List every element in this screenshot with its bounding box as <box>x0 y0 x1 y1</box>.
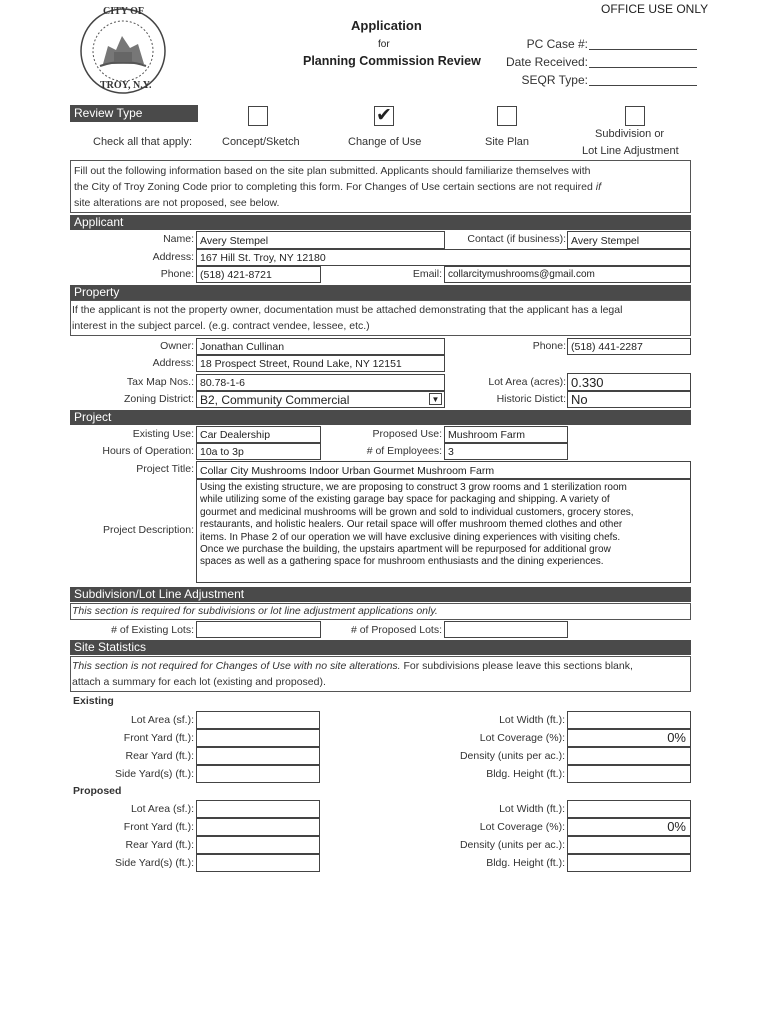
existing-bldg-height-field[interactable] <box>567 765 691 783</box>
existing-lot-width-field[interactable] <box>567 711 691 729</box>
property-address-field[interactable]: 18 Prospect Street, Round Lake, NY 12151 <box>196 355 445 372</box>
seqr-type-field[interactable] <box>589 72 697 86</box>
zoning-district-select[interactable] <box>196 391 445 408</box>
zoning-district-label: Zoning District: <box>123 393 194 405</box>
proposed-front-yard-label: Front Yard (ft.): <box>123 821 194 833</box>
lot-area-acres-label: Lot Area (acres): <box>488 376 566 388</box>
existing-front-yard-field[interactable] <box>196 729 320 747</box>
existing-front-yard-label: Front Yard (ft.): <box>123 732 194 744</box>
historic-district-field[interactable]: No <box>567 391 691 408</box>
proposed-bldg-height-field[interactable] <box>567 854 691 872</box>
applicant-heading: Applicant <box>70 215 691 230</box>
property-note-line2: interest in the subject parcel. (e.g. contract vendee, lessee, etc.) <box>72 320 370 332</box>
desc-line: restaurants, and holistic healers. Our retail space will offer mushroom themed clothes and other <box>200 519 623 531</box>
applicant-name-label: Name: <box>163 233 194 245</box>
checkbox-change-of-use[interactable] <box>374 106 394 126</box>
proposed-lot-area-field[interactable] <box>196 800 320 818</box>
proposed-lot-coverage-value: 0% <box>667 819 686 834</box>
property-heading: Property <box>70 285 691 300</box>
proposed-lot-width-label: Lot Width (ft.): <box>499 803 565 815</box>
historic-district-label: Historic Distict: <box>496 393 566 405</box>
existing-side-yard-label: Side Yard(s) (ft.): <box>115 768 194 780</box>
applicant-address-label: Address: <box>152 251 194 263</box>
existing-lot-coverage-value: 0% <box>667 730 686 745</box>
option-concept-sketch: Concept/Sketch <box>222 136 300 148</box>
review-type-heading-text: Review Type <box>74 106 143 120</box>
project-description-label: Project Description: <box>102 524 194 536</box>
applicant-email-label: Email: <box>412 268 442 280</box>
hours-label: Hours of Operation: <box>102 445 194 457</box>
applicant-contact-label: Contact (if business): <box>467 233 566 245</box>
chevron-down-icon[interactable]: ▼ <box>429 393 442 405</box>
date-received-field[interactable] <box>589 54 697 68</box>
option-site-plan: Site Plan <box>485 136 530 148</box>
proposed-front-yard-field[interactable] <box>196 818 320 836</box>
employees-label: # of Employees: <box>366 445 442 457</box>
subdivision-note: This section is required for subdivisions or lot line adjustment applications only. <box>72 605 438 617</box>
site-stats-note-italic: This section is not required for Changes of Use with no site alterations. <box>72 660 401 672</box>
intro-line2 <box>74 179 686 195</box>
option-subdivision-line1: Subdivision or <box>595 128 665 140</box>
tax-map-label: Tax Map Nos.: <box>126 376 194 388</box>
proposed-density-field[interactable] <box>567 836 691 854</box>
check-mark-icon: ✔ <box>376 105 392 126</box>
existing-rear-yard-label: Rear Yard (ft.): <box>125 750 194 762</box>
owner-field[interactable]: Jonathan Cullinan <box>196 338 445 355</box>
existing-lot-width-label: Lot Width (ft.): <box>499 714 565 726</box>
existing-lot-area-field[interactable] <box>196 711 320 729</box>
existing-density-field[interactable] <box>567 747 691 765</box>
page-title: Application <box>351 18 422 33</box>
existing-bldg-height-label: Bldg. Height (ft.): <box>486 768 565 780</box>
owner-phone-field[interactable]: (518) 441-2287 <box>567 338 691 355</box>
applicant-address-field[interactable]: 167 Hill St. Troy, NY 12180 <box>196 249 691 266</box>
proposed-side-yard-label: Side Yard(s) (ft.): <box>115 857 194 869</box>
intro-line3: site alterations are not proposed, see below. <box>74 197 280 209</box>
proposed-lot-coverage-field[interactable] <box>567 818 691 836</box>
seqr-type-label: SEQR Type: <box>521 73 588 87</box>
seal-text-bottom: TROY, N.Y. <box>100 80 152 91</box>
employees-field[interactable]: 3 <box>444 443 568 460</box>
proposed-density-label: Density (units per ac.): <box>459 839 565 851</box>
checkbox-subdivision[interactable] <box>625 106 645 126</box>
project-title-field[interactable]: Collar City Mushrooms Indoor Urban Gourmet Mushroom Farm <box>196 461 691 479</box>
project-title-label: Project Title: <box>136 463 194 475</box>
option-change-of-use: Change of Use <box>348 136 422 148</box>
site-stats-note-line1 <box>72 658 633 674</box>
existing-rear-yard-field[interactable] <box>196 747 320 765</box>
desc-line: gourmet and medicinal mushrooms will be grown and sold to individual customers, grocery stores, <box>200 506 634 518</box>
proposed-use-label: Proposed Use: <box>372 428 442 440</box>
proposed-heading: Proposed <box>73 785 122 797</box>
lot-area-acres-field[interactable]: 0.330 <box>567 373 691 391</box>
proposed-lot-coverage-label: Lot Coverage (%): <box>479 821 565 833</box>
proposed-rear-yard-field[interactable] <box>196 836 320 854</box>
applicant-name-field[interactable]: Avery Stempel <box>196 231 445 249</box>
pc-case-label: PC Case #: <box>526 37 588 51</box>
desc-line: items. In Phase 2 of our operation we will have exclusive dining experiences with visiting chefs. <box>200 531 621 543</box>
proposed-use-field[interactable]: Mushroom Farm <box>444 426 568 443</box>
owner-label: Owner: <box>160 340 194 352</box>
proposed-rear-yard-label: Rear Yard (ft.): <box>125 839 194 851</box>
check-all-label: Check all that apply: <box>93 136 193 148</box>
desc-line: while utilizing some of the existing garage bay space for packaging and shipping. A variety of <box>200 494 610 506</box>
intro-line1: Fill out the following information based on the site plan submitted. Applicants should familiarize themselves with <box>74 165 591 177</box>
applicant-phone-field[interactable]: (518) 421-8721 <box>196 266 321 283</box>
review-type-heading <box>70 105 198 122</box>
owner-phone-label: Phone: <box>532 340 566 352</box>
intro-line2-if: if <box>595 181 601 193</box>
site-statistics-heading: Site Statistics <box>70 640 691 655</box>
proposed-side-yard-field[interactable] <box>196 854 320 872</box>
title-for: for <box>378 39 390 50</box>
desc-line: Once we purchase the building, the upstairs apartment will be repurposed for additional grow <box>200 544 611 556</box>
existing-side-yard-field[interactable] <box>196 765 320 783</box>
existing-lots-label: # of Existing Lots: <box>111 624 194 636</box>
option-subdivision-line2: Lot Line Adjustment <box>582 145 679 157</box>
site-stats-note-line2: attach a summary for each lot (existing and proposed). <box>72 676 326 688</box>
existing-lot-area-label: Lot Area (sf.): <box>130 714 194 726</box>
applicant-email-field[interactable]: collarcitymushrooms@gmail.com <box>444 266 691 283</box>
office-use-label: OFFICE USE ONLY <box>601 2 709 16</box>
intro-line2-text: the City of Troy Zoning Code prior to completing this form. For Changes of Use certain sections are not required <box>74 181 596 193</box>
project-heading: Project <box>70 410 691 425</box>
zoning-district-value: B2, Community Commercial <box>200 393 350 407</box>
applicant-phone-label: Phone: <box>160 268 194 280</box>
site-stats-note-rest: For subdivisions please leave this sections blank, <box>400 660 633 672</box>
property-note-line1: If the applicant is not the property owner, documentation must be attached demonstrating that the applicant has a legal <box>72 304 623 316</box>
existing-lot-coverage-field[interactable] <box>567 729 691 747</box>
applicant-contact-field[interactable]: Avery Stempel <box>567 231 691 249</box>
existing-density-label: Density (units per ac.): <box>459 750 565 762</box>
proposed-lots-label: # of Proposed Lots: <box>350 624 442 636</box>
date-received-label: Date Received: <box>505 55 588 69</box>
seal-text-top: CITY OF <box>103 6 145 17</box>
desc-line: spaces as well as a gathering space for mushroom enthusiasts and the dining experiences. <box>200 556 604 568</box>
proposed-lots-field[interactable] <box>444 621 568 638</box>
pc-case-field[interactable] <box>589 36 697 50</box>
existing-use-label: Existing Use: <box>132 428 194 440</box>
project-description-field[interactable] <box>196 479 691 583</box>
existing-use-field[interactable]: Car Dealership <box>196 426 321 443</box>
property-address-label: Address: <box>152 357 194 369</box>
proposed-lot-area-label: Lot Area (sf.): <box>130 803 194 815</box>
page-subtitle: Planning Commission Review <box>303 54 481 68</box>
existing-heading: Existing <box>73 695 114 707</box>
proposed-lot-width-field[interactable] <box>567 800 691 818</box>
proposed-bldg-height-label: Bldg. Height (ft.): <box>486 857 565 869</box>
checkbox-site-plan[interactable] <box>497 106 517 126</box>
existing-lot-coverage-label: Lot Coverage (%): <box>479 732 565 744</box>
tax-map-field[interactable]: 80.78-1-6 <box>196 374 445 391</box>
checkbox-concept-sketch[interactable] <box>248 106 268 126</box>
desc-line: Using the existing structure, we are proposing to construct 3 grow rooms and 1 sterilization room <box>200 482 627 493</box>
existing-lots-field[interactable] <box>196 621 321 638</box>
hours-field[interactable]: 10a to 3p <box>196 443 321 460</box>
subdivision-heading: Subdivision/Lot Line Adjustment <box>70 587 691 602</box>
